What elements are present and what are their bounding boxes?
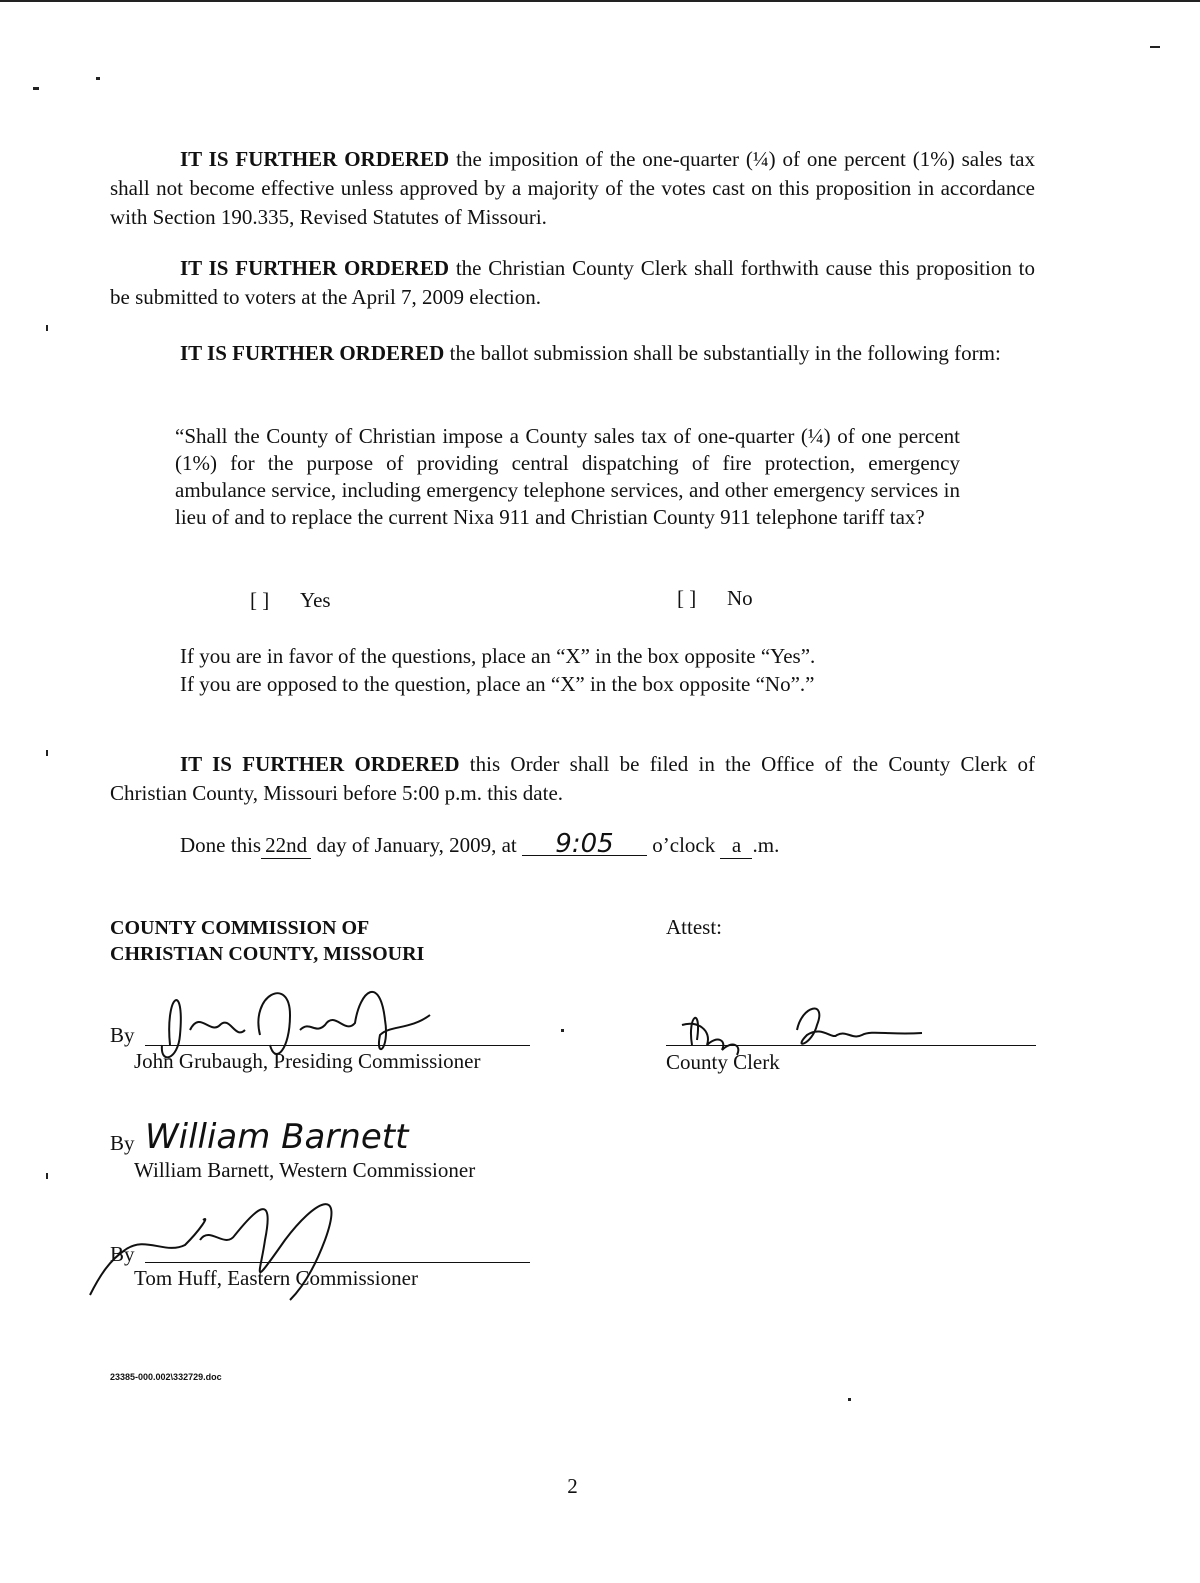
signature-caption-western: William Barnett, Western Commissioner: [134, 1158, 476, 1182]
order-text: the Christian County Clerk shall forthwith cause this proposition to be submitted to voters at the April 7, 2009 election.: [110, 256, 1035, 309]
commission-heading-line-1: COUNTY COMMISSION OF: [110, 917, 370, 939]
yes-checkbox[interactable]: [ ]: [250, 588, 270, 612]
signature-county-clerk: [672, 995, 932, 1065]
no-checkbox[interactable]: [ ]: [677, 586, 697, 610]
order-text: the ballot submission shall be substantially in the following form:: [444, 341, 1001, 365]
scan-dot: [848, 1398, 851, 1401]
order-text: this Order shall be filed in the Office of the County Clerk of Christian County, Missouri before 5:00 p.m. this date.: [110, 752, 1035, 805]
no-label: No: [727, 586, 753, 610]
attest-label: Attest:: [666, 915, 722, 939]
done-prefix: Done this: [180, 833, 262, 857]
done-middle: day of January, 2009, at: [316, 833, 517, 857]
done-line: [180, 829, 780, 859]
order-paragraph-3: [110, 339, 1035, 368]
by-label-2: By: [110, 1131, 135, 1155]
signature-caption-presiding: John Grubaugh, Presiding Commissioner: [134, 1049, 481, 1073]
done-oclock: o’clock: [652, 833, 716, 857]
commission-heading-line-2: CHRISTIAN COUNTY, MISSOURI: [110, 943, 425, 965]
scan-speck: [46, 1173, 48, 1179]
commission-heading: [110, 915, 424, 967]
scan-speck: [46, 325, 48, 331]
order-paragraph-2: [110, 254, 1035, 312]
signature-caption-clerk: County Clerk: [666, 1050, 780, 1074]
yes-label: Yes: [300, 588, 331, 612]
done-day: 22nd: [261, 833, 311, 859]
page-number: 2: [567, 1474, 578, 1498]
done-time-handwritten: 9:05: [522, 833, 647, 856]
by-label-3: By: [110, 1242, 135, 1266]
order-lead: IT IS FURTHER ORDERED: [180, 752, 460, 776]
signature-tom-huff: [85, 1180, 385, 1310]
ballot-question: “Shall the County of Christian impose a County sales tax of one-quarter (¼) of one percent (1%) for the purpose of providing central dispatching of fire protection, emergency ambulance service, including emergency telephone services, and other emergency services in lieu of and to replace the current Nixa 911 and Christian County 911 telephone tariff tax?: [175, 424, 960, 529]
order-paragraph-1: [110, 145, 1035, 232]
order-text: the imposition of the one-quarter (¼) of one percent (1%) sales tax shall not become effective unless approved by a majority of the votes cast on this proposition in accordance with Section 190.335, Revised Statutes of Missouri.: [110, 147, 1035, 229]
ballot-choice-no: [677, 586, 753, 611]
file-code: 23385-000.002\332729.doc: [110, 1372, 222, 1382]
ballot-choice-yes: [250, 588, 331, 613]
done-ampm: a: [720, 833, 752, 859]
order-lead: IT IS FURTHER ORDERED: [180, 256, 450, 280]
order-lead: IT IS FURTHER ORDERED: [180, 341, 445, 365]
scan-speck: [96, 77, 100, 80]
by-label-1: By: [110, 1023, 135, 1047]
order-lead: IT IS FURTHER ORDERED: [180, 147, 450, 171]
scan-speck: [33, 87, 39, 90]
top-border: [0, 0, 1200, 2]
signature-william-barnett: William Barnett: [145, 1117, 409, 1157]
signature-john-grubaugh: [140, 975, 460, 1075]
order-paragraph-4: [110, 750, 1035, 808]
done-suffix: .m.: [752, 833, 780, 857]
scan-dot: [561, 1029, 564, 1032]
ballot-instruction-yes: If you are in favor of the questions, place an “X” in the box opposite “Yes”.: [180, 644, 816, 668]
ballot-instruction-no: If you are opposed to the question, place an “X” in the box opposite “No”.”: [180, 672, 815, 696]
scan-speck: [46, 750, 48, 756]
scan-speck: [1150, 46, 1160, 48]
signature-caption-eastern: Tom Huff, Eastern Commissioner: [134, 1266, 418, 1290]
